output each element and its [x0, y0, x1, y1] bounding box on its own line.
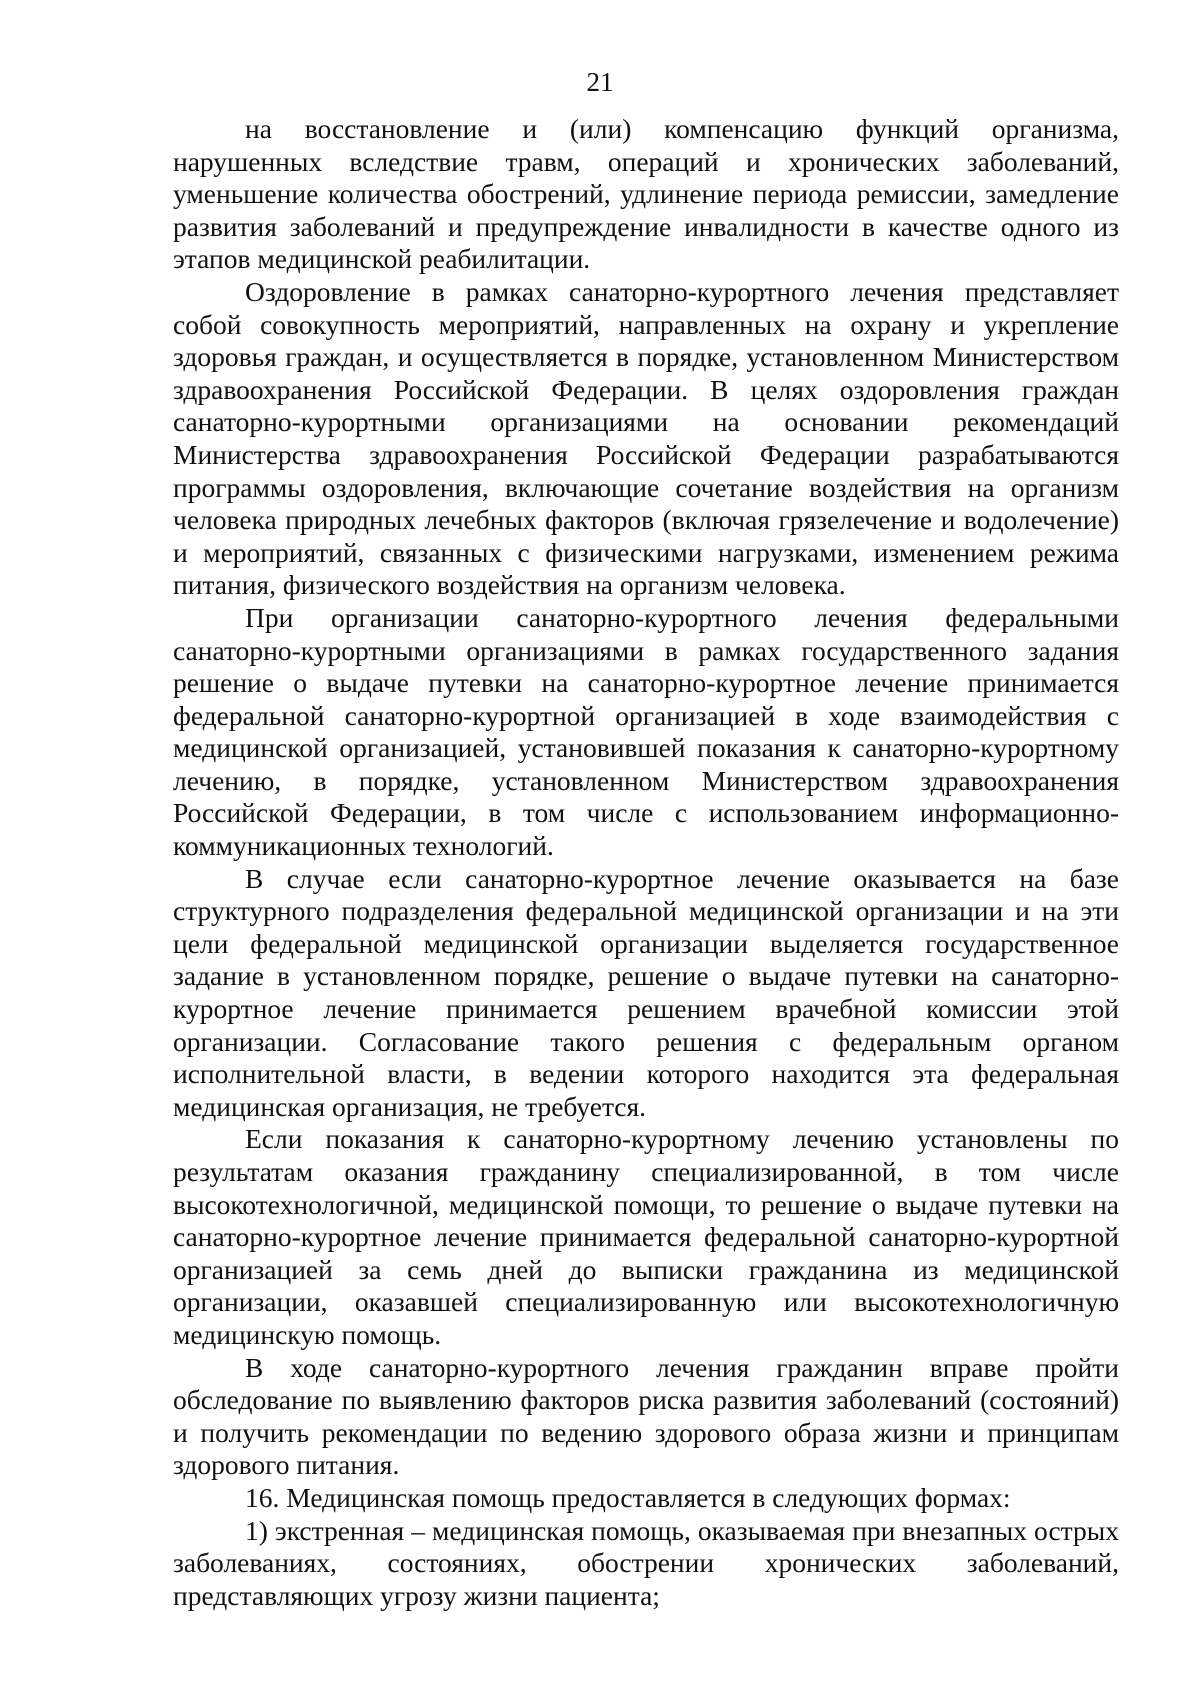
document-body [173, 113, 1119, 1612]
paragraph-risk-factors: В ходе санаторно-курортного лечения гражданин вправе пройти обследование по выявлению факторов риска развития заболеваний (состояний) и получить рекомендации по ведению здорового образа жизни и принципам здорового питания. [173, 1351, 1119, 1481]
paragraph-item-16: 16. Медицинская помощь предоставляется в следующих формах: [245, 1481, 1011, 1513]
paragraph-structural-subdivision: В случае если санаторно-курортное лечение оказывается на базе структурного подразделения федеральной медицинской организации и на эти цели федеральной медицинской организации выделяется государственное задание в установленном порядке, решение о выдаче путевки на санаторно-курортное лечение принимается решением врачебной комиссии этой организации. Согласование такого решения с федеральным органом исполнительной власти, в ведении которого находится эта федеральная медицинская организация, не требуется. [173, 862, 1119, 1122]
paragraph-rehabilitation-continuation: на восстановление и (или) компенсацию функций организма, нарушенных вследствие травм, операций и хронических заболеваний, уменьшение количества обострений, удлинение периода ремиссии, замедление развития заболеваний и предупреждение инвалидности в качестве одного из этапов медицинской реабилитации. [173, 113, 1119, 275]
paragraph-health-improvement: Оздоровление в рамках санаторно-курортного лечения представляет собой совокупность мероприятий, направленных на охрану и укрепление здоровья граждан, и осуществляется в порядке, установленном Министерством здравоохранения Российской Федерации. В целях оздоровления граждан санаторно-курортными организациями на основании рекомендаций Министерства здравоохранения Российской Федерации разрабатываются программы оздоровления, включающие сочетание воздействия на организм человека природных лечебных факторов (включая грязелечение и водолечение) и мероприятий, связанных с физическими нагрузками, изменением режима питания, физического воздействия на организм человека. [173, 275, 1119, 601]
paragraph-federal-organizations: При организации санаторно-курортного лечения федеральными санаторно-курортными организациями в рамках государственного задания решение о выдаче путевки на санаторно-курортное лечение принимается федеральной санаторно-курортной организацией в ходе взаимодействия с медицинской организацией, установившей показания к санаторно-курортному лечению, в порядке, установленном Министерством здравоохранения Российской Федерации, в том числе с использованием информационно-коммуникационных технологий. [173, 601, 1119, 862]
paragraph-item-16-1-emergency: 1) экстренная – медицинская помощь, оказываемая при внезапных острых заболеваниях, состояниях, обострении хронических заболеваний, представляющих угрозу жизни пациента; [173, 1514, 1119, 1611]
page-number: 21 [586, 67, 614, 97]
paragraph-specialized-care: Если показания к санаторно-курортному лечению установлены по результатам оказания гражданину специализированной, в том числе высокотехнологичной, медицинской помощи, то решение о выдаче путевки на санаторно-курортное лечение принимается федеральной санаторно-курортной организацией за семь дней до выписки гражданина из медицинской организации, оказавшей специализированную или высокотехнологичную медицинскую помощь. [173, 1123, 1119, 1350]
